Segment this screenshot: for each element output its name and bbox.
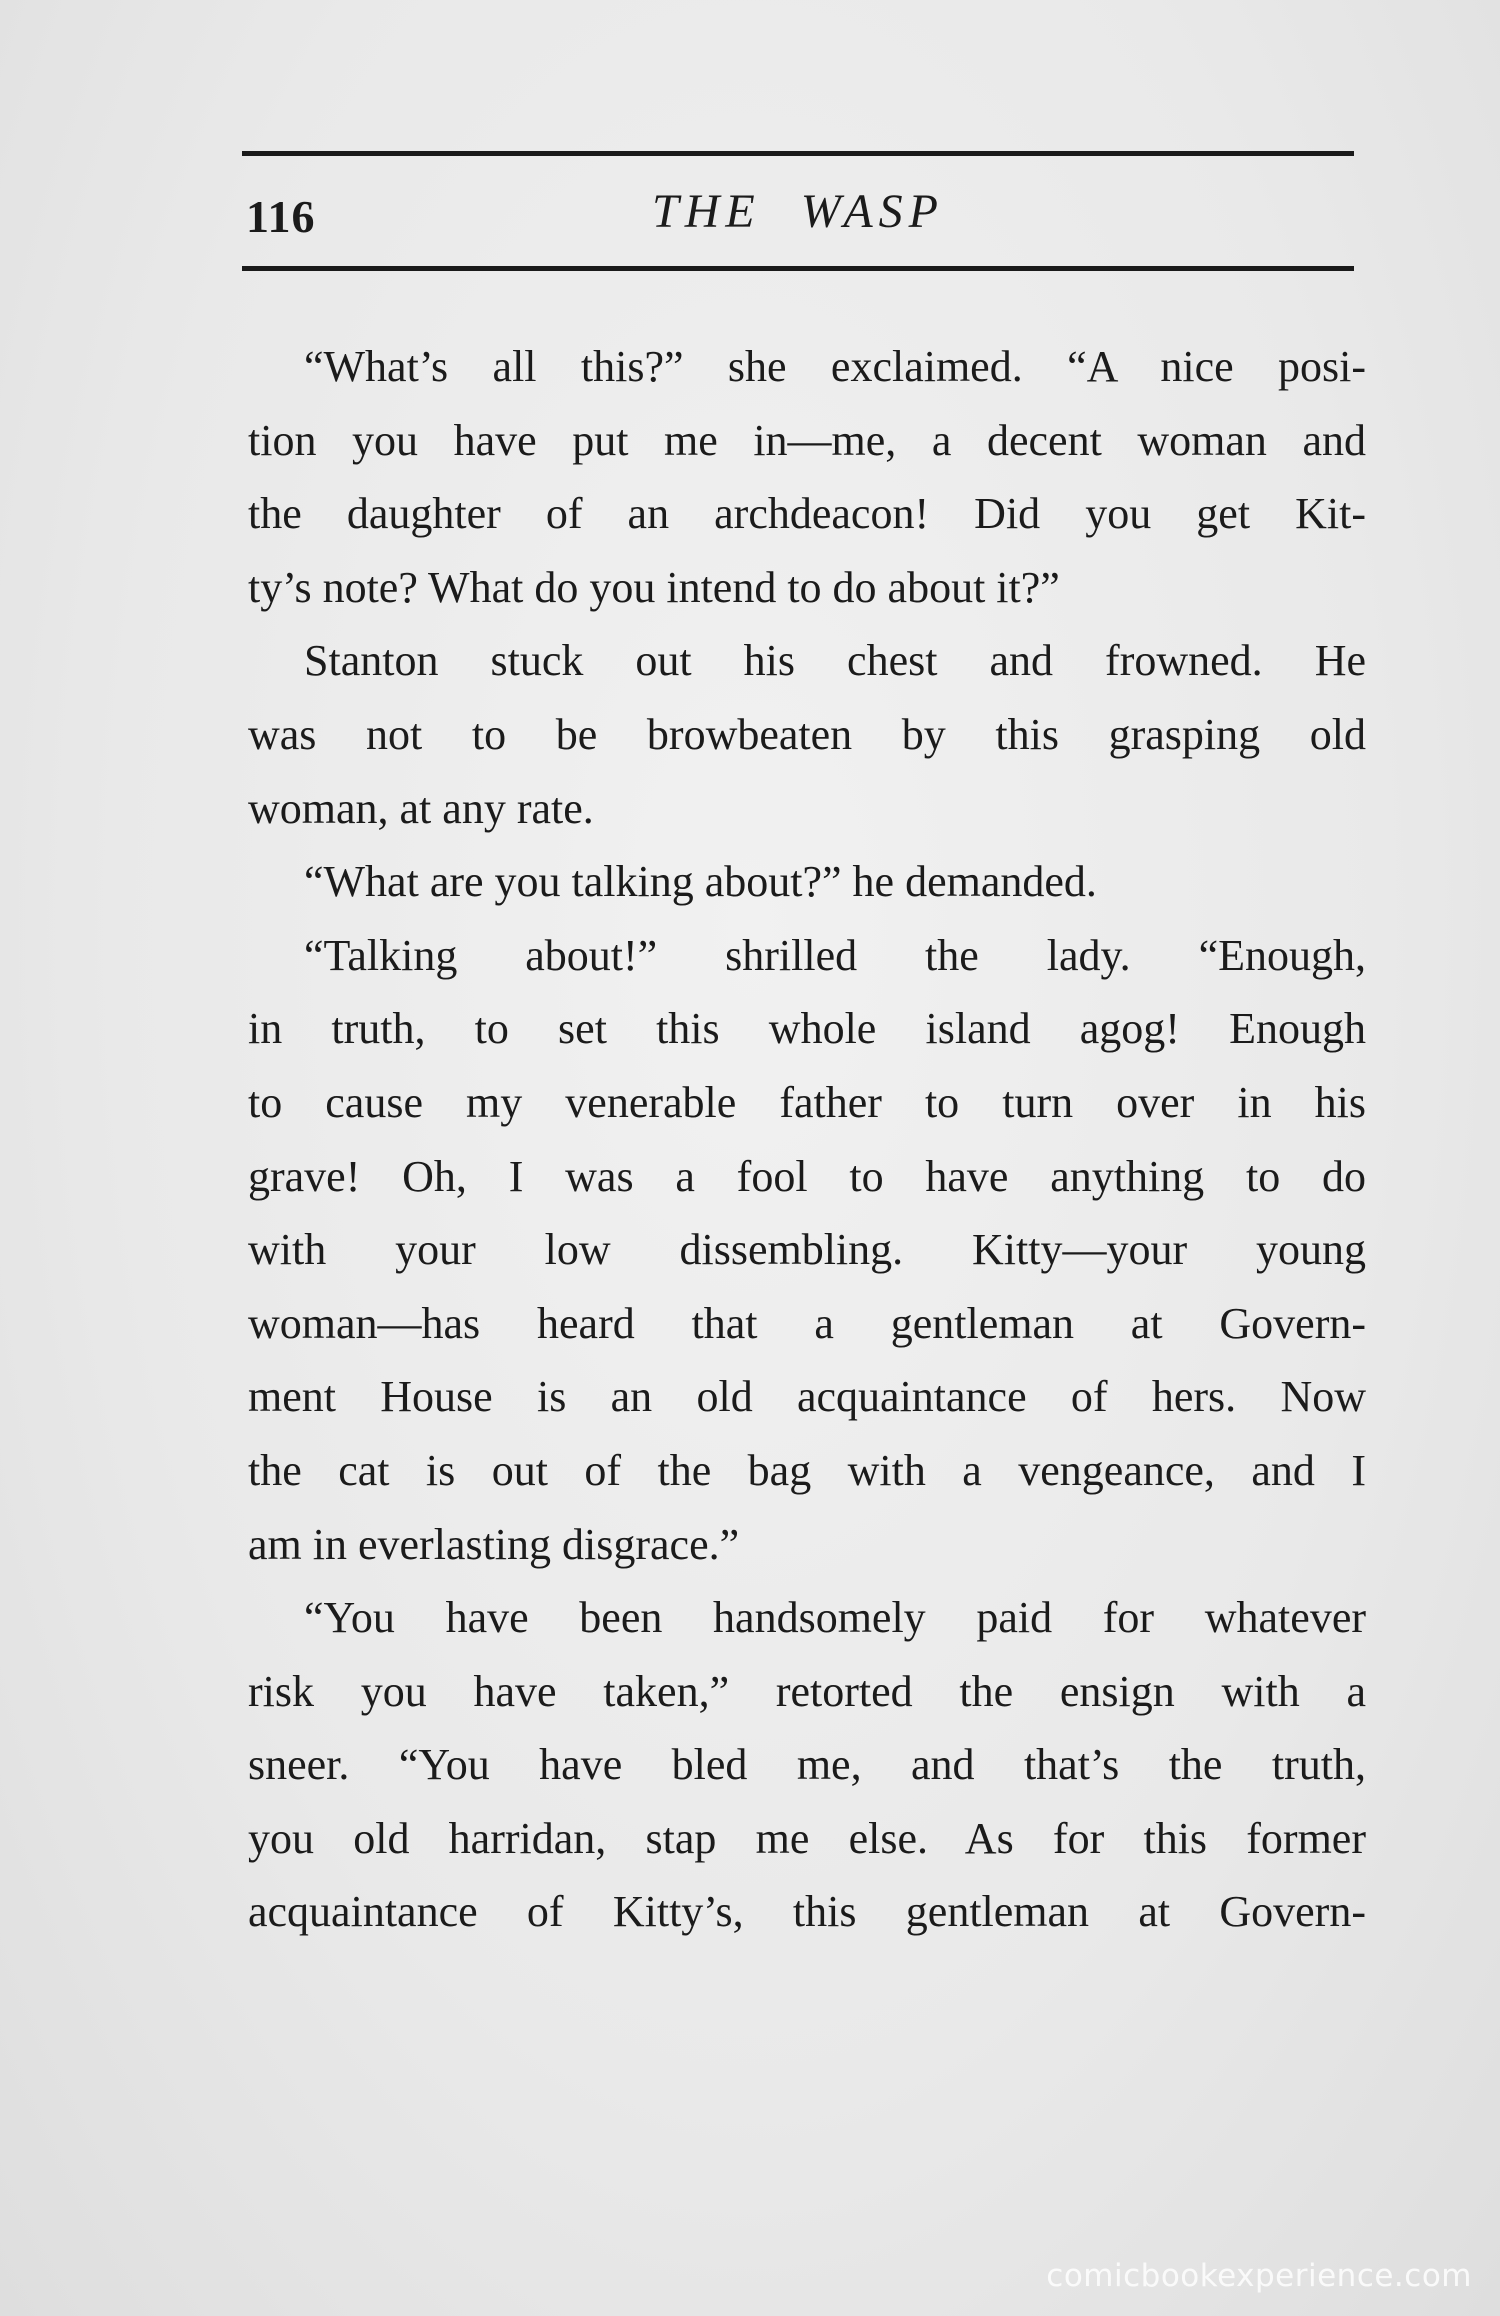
text-line: in truth, to set this whole island agog! Enough bbox=[248, 1004, 1366, 1054]
text-line: ment House is an old acquaintance of hers. Now bbox=[248, 1372, 1366, 1422]
text-line: was not to be browbeaten by this grasping old bbox=[248, 709, 1366, 759]
text-line: to cause my venerable father to turn over in his bbox=[248, 1077, 1366, 1127]
text-line: woman, at any rate. bbox=[248, 783, 594, 833]
text-line: risk you have taken,” retorted the ensign with a bbox=[248, 1666, 1366, 1716]
running-head bbox=[242, 184, 1354, 244]
page-number: 116 bbox=[246, 191, 316, 242]
text-line: the cat is out of the bag with a vengeance, and I bbox=[248, 1445, 1366, 1495]
text-line: “What’s all this?” she exclaimed. “A nice posi- bbox=[304, 342, 1366, 391]
watermark: comicbookexperience.com bbox=[1046, 2258, 1472, 2294]
text-line: sneer. “You have bled me, and that’s the truth, bbox=[248, 1740, 1366, 1790]
text-line: you old harridan, stap me else. As for this former bbox=[248, 1813, 1366, 1863]
text-line: “What are you talking about?” he demanded. bbox=[304, 857, 1097, 907]
text-line: ty’s note? What do you intend to do about it?” bbox=[248, 562, 1060, 612]
text-line: grave! Oh, I was a fool to have anything to do bbox=[248, 1151, 1366, 1201]
text-line: tion you have put me in—me, a decent woman and bbox=[248, 415, 1366, 465]
body-text bbox=[248, 330, 1366, 1949]
book-title: THE WASP bbox=[652, 185, 944, 238]
text-line: “Talking about!” shrilled the lady. “Enough, bbox=[304, 930, 1366, 980]
header-rule-bottom bbox=[242, 266, 1354, 271]
header-rule-top bbox=[242, 151, 1354, 156]
text-line: woman—has heard that a gentleman at Govern- bbox=[248, 1298, 1366, 1348]
text-line: “You have been handsomely paid for whatever bbox=[304, 1593, 1366, 1643]
text-line: the daughter of an archdeacon! Did you get Kit- bbox=[248, 489, 1366, 539]
text-line: am in everlasting disgrace.” bbox=[248, 1519, 740, 1569]
text-line: with your low dissembling. Kitty—your young bbox=[248, 1225, 1366, 1275]
text-line: acquaintance of Kitty’s, this gentleman at Govern- bbox=[248, 1887, 1366, 1937]
text-line: Stanton stuck out his chest and frowned. He bbox=[304, 636, 1366, 686]
